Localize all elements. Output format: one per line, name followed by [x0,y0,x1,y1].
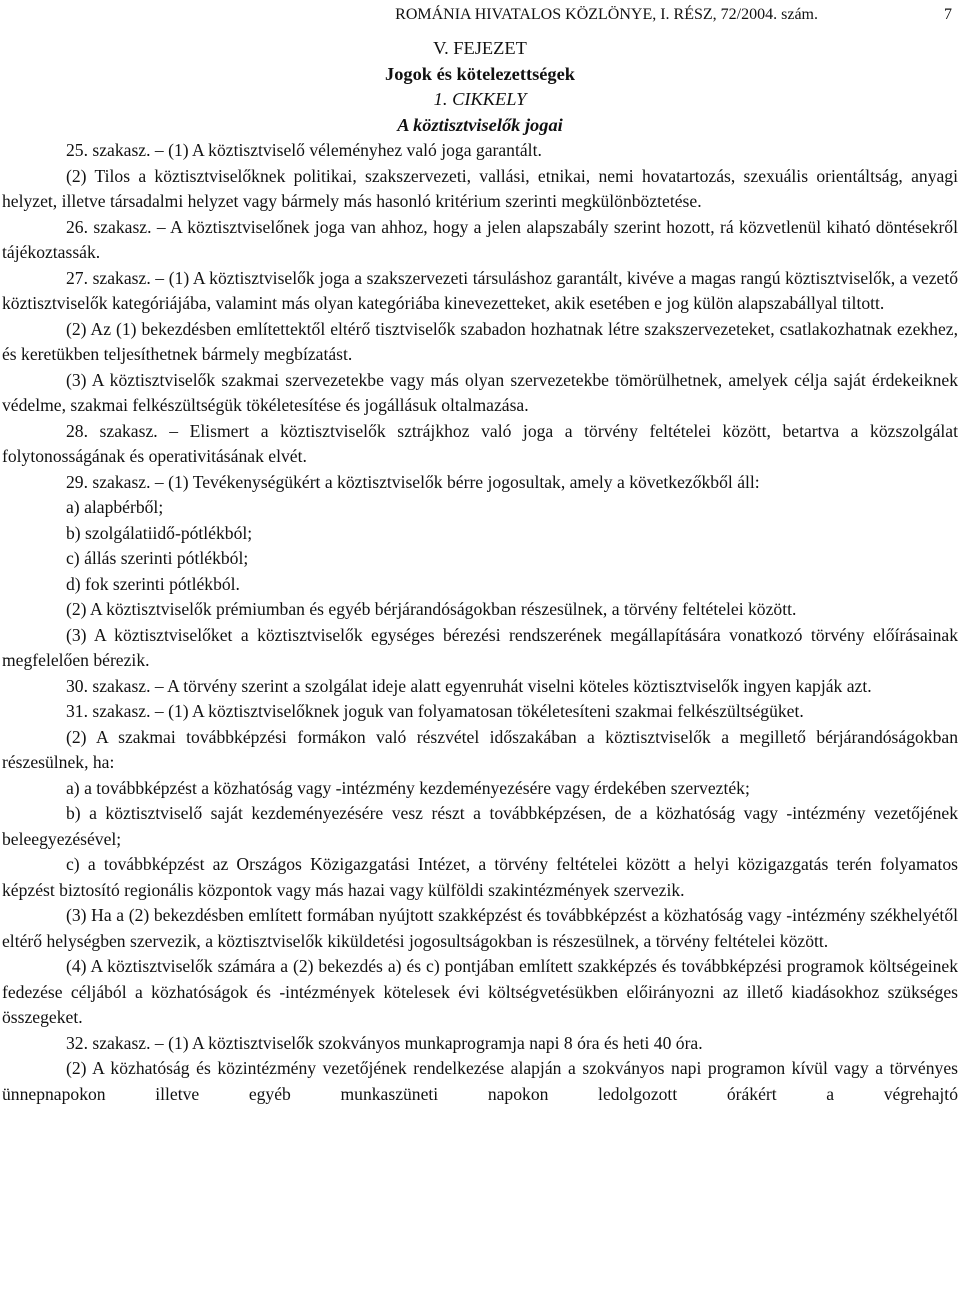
page-header [2,4,958,26]
paragraph: (2) A köztisztviselők prémiumban és egyéb bérjárandóságokban részesülnek, a törvény feltételei között. [66,599,797,619]
page-number: 7 [944,6,952,23]
paragraph: 30. szakasz. – A törvény szerint a szolgálat ideje alatt egyenruhát viselni köteles köztisztviselők ingyen kapják azt. [66,675,872,696]
list-item: c) állás szerinti pótlékból; [66,548,249,568]
paragraph: (4) A köztisztviselők számára a (2) bekezdés a) és c) pontjában említett szakképzés és továbbképzési programok költségeinek fedezése céljából a közhatóságok és -intézmények kötelesek évi költségvetésükben előirányozni az illető kiadásokhoz szükséges összegeket. [2,956,958,1027]
paragraph: (2) A szakmai továbbképzési formákon való részvétel időszakában a köztisztviselők a megillető bérjárandóságokban részesülnek, ha: [2,726,958,772]
list-item: d) fok szerinti pótlékból. [66,573,240,594]
chapter-title: Jogok és kötelezettségek [385,63,575,84]
paragraph: (2) Tilos a köztisztviselőknek politikai, szakszervezeti, vallási, etnikai, nemi hovatartozás, szexuális orientáltság, anyagi helyzet, illetve társadalmi helyzet vagy bármely más hasonló kritérium szerinti megkülönböztetése. [2,165,958,211]
paragraph: (2) A közhatóság és közintézmény vezetőjének rendelkezése alapján a szokványos napi programon kívül vagy a törvényes ünnepnapokon illetve egyéb munkaszüneti napokon ledolgozott órákért a végrehajtó [2,1058,958,1104]
article-title: A köztisztviselők jogai [397,114,563,135]
paragraph: (2) Az (1) bekezdésben említettektől eltérő tisztviselők szabadon hozhatnak létre szakszervezeteket, csatlakozhatnak ezekhez, és keretükben teljesíthetnek bármely megbízatást. [2,318,958,364]
paragraph: 28. szakasz. – Elismert a köztisztviselők sztrájkhoz való joga a törvény feltételei között, betartva a közszolgálat folytonosságának és operativitásának elvét. [2,420,958,466]
document-body [2,138,958,1107]
publication-title: ROMÁNIA HIVATALOS KÖZLÖNYE, I. RÉSZ, 72/2004. szám. [395,6,818,23]
paragraph: 27. szakasz. – (1) A köztisztviselők joga a szakszervezeti társuláshoz garantált, kivéve a magas rangú köztisztviselők, a vezető köztisztviselők kategóriájába, valamint más olyan kategóriába kinevezetteket, akik esetében e jog külön alapszabállyal tiltott. [2,267,958,313]
paragraph: 29. szakasz. – (1) Tevékenységükért a köztisztviselők bérre jogosultak, amely a következőkből áll: [66,471,760,492]
article-number: 1. CIKKELY [433,89,527,109]
paragraph: (3) A köztisztviselők szakmai szervezetekbe vagy más olyan szervezetekbe tömörülhetnek, amelyek célja saját érdekeiknek védelme, szakmai felkészültségük tökéletesítése és jogállásuk oltalmazása. [2,369,958,415]
paragraph: 31. szakasz. – (1) A köztisztviselőknek joguk van folyamatosan tökéletesíteni szakmai felkészültségüket. [66,701,804,721]
paragraph: 25. szakasz. – (1) A köztisztviselő véleményhez való joga garantált. [66,140,542,160]
list-item: b) szolgálatiidő-pótlékból; [66,522,253,543]
list-item: a) alapbérből; [66,497,164,517]
list-item: c) a továbbképzést az Országos Közigazgatási Intézet, a törvény feltételei között a helyi közigazgatás terén folyamatos képzést biztosító regionális központok vagy más hazai vagy külföldi szakintézmények szervezik. [2,854,958,900]
paragraph: (3) A köztisztviselőket a köztisztviselők egységes bérezési rendszerének megállapítására vonatkozó törvény előírásainak megfelelően bérezik. [2,624,958,670]
chapter-number: V. FEJEZET [433,38,527,58]
paragraph: 32. szakasz. – (1) A köztisztviselők szokványos munkaprogramja napi 8 óra és heti 40 óra. [66,1032,703,1053]
list-item: a) a továbbképzést a közhatóság vagy -intézmény kezdeményezésére vagy érdekében szervezték; [66,777,750,798]
paragraph: 26. szakasz. – A köztisztviselőnek joga van ahhoz, hogy a jelen alapszabály szerint hozott, rá közvetlenül kiható döntésekről tájékoztassák. [2,216,958,262]
list-item: b) a köztisztviselő saját kezdeményezésére vesz részt a továbbképzésen, de a közhatóság vagy -intézmény vezetőjének beleegyezésével; [2,803,958,849]
paragraph: (3) Ha a (2) bekezdésben említett formában nyújtott szakképzést és továbbképzést a közhatóság vagy -intézmény székhelyétől eltérő helységben szervezik, a köztisztviselők kiküldetési jogosultságokban is részesülnek, a törvény feltételei között. [2,905,958,951]
